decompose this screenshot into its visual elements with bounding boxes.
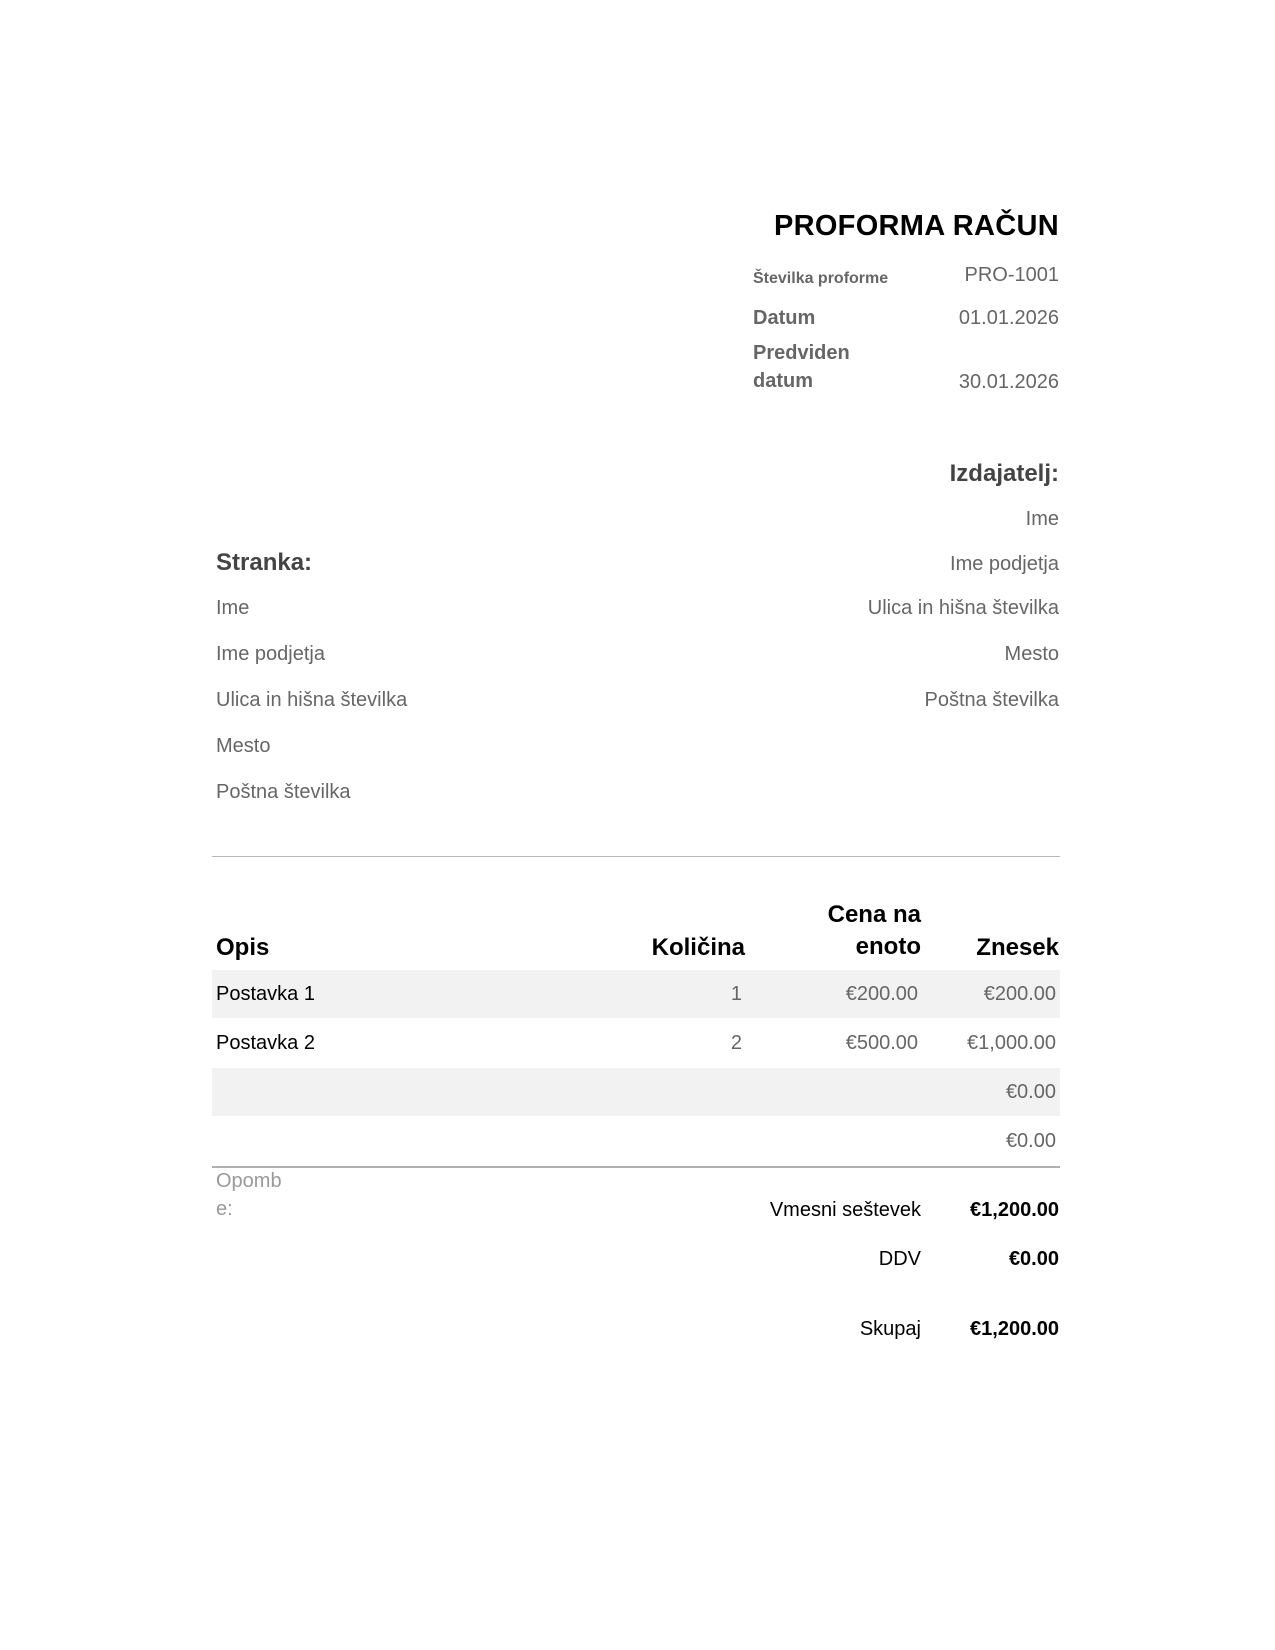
total-label: Skupaj	[859, 1318, 921, 1340]
document-title: PROFORMA RAČUN	[773, 210, 1059, 242]
row-amount: €0.00	[1005, 1081, 1056, 1103]
row-description: Postavka 1	[216, 983, 315, 1005]
column-header-quantity: Količina	[651, 934, 745, 961]
row-amount: €0.00	[1005, 1130, 1056, 1152]
row-quantity: 1	[730, 983, 742, 1005]
table-row	[212, 1068, 1060, 1116]
proforma-number-value: PRO-1001	[964, 264, 1059, 286]
subtotal-label: Vmesni seštevek	[769, 1199, 921, 1221]
row-amount: €1,000.00	[967, 1032, 1056, 1054]
table-row	[212, 1117, 1060, 1165]
date-value: 01.01.2026	[958, 307, 1059, 329]
proforma-number-label: Številka proforme	[753, 270, 889, 287]
column-header-unit-price: Cena na enoto	[827, 901, 921, 960]
date-label: Datum	[753, 307, 816, 329]
row-amount: €200.00	[983, 983, 1056, 1005]
row-unit-price: €500.00	[845, 1032, 918, 1054]
tax-label: DDV	[878, 1248, 921, 1270]
column-header-description: Opis	[216, 934, 270, 961]
tax-value: €0.00	[1008, 1248, 1059, 1270]
total-value: €1,200.00	[970, 1318, 1059, 1340]
issuer-street: Ulica in hišna številka	[867, 597, 1059, 619]
due-date-value: 30.01.2026	[958, 371, 1059, 393]
client-heading: Stranka:	[216, 549, 313, 576]
issuer-heading: Izdajatelj:	[949, 460, 1059, 487]
client-name: Ime	[216, 597, 250, 619]
table-row	[212, 1019, 1060, 1067]
due-date-label: Predviden datum	[753, 342, 850, 392]
issuer-name: Ime	[1025, 508, 1059, 530]
subtotal-value: €1,200.00	[970, 1199, 1059, 1221]
proforma-number-row	[753, 264, 1059, 294]
issuer-company: Ime podjetja	[950, 553, 1059, 575]
row-description: Postavka 2	[216, 1032, 315, 1054]
client-postal-code: Poštna številka	[216, 781, 351, 803]
table-row	[212, 970, 1060, 1018]
client-street: Ulica in hišna številka	[216, 689, 408, 711]
row-unit-price: €200.00	[845, 983, 918, 1005]
column-header-amount: Znesek	[976, 934, 1059, 961]
issuer-city: Mesto	[1004, 643, 1059, 665]
issuer-postal-code: Poštna številka	[924, 689, 1059, 711]
section-divider	[212, 856, 1060, 857]
table-bottom-border	[212, 1166, 1060, 1168]
row-quantity: 2	[730, 1032, 742, 1054]
client-city: Mesto	[216, 735, 271, 757]
due-date-row	[753, 339, 1059, 399]
date-row	[753, 304, 1059, 334]
notes-label: Opombe:	[216, 1170, 282, 1220]
client-company: Ime podjetja	[216, 643, 325, 665]
